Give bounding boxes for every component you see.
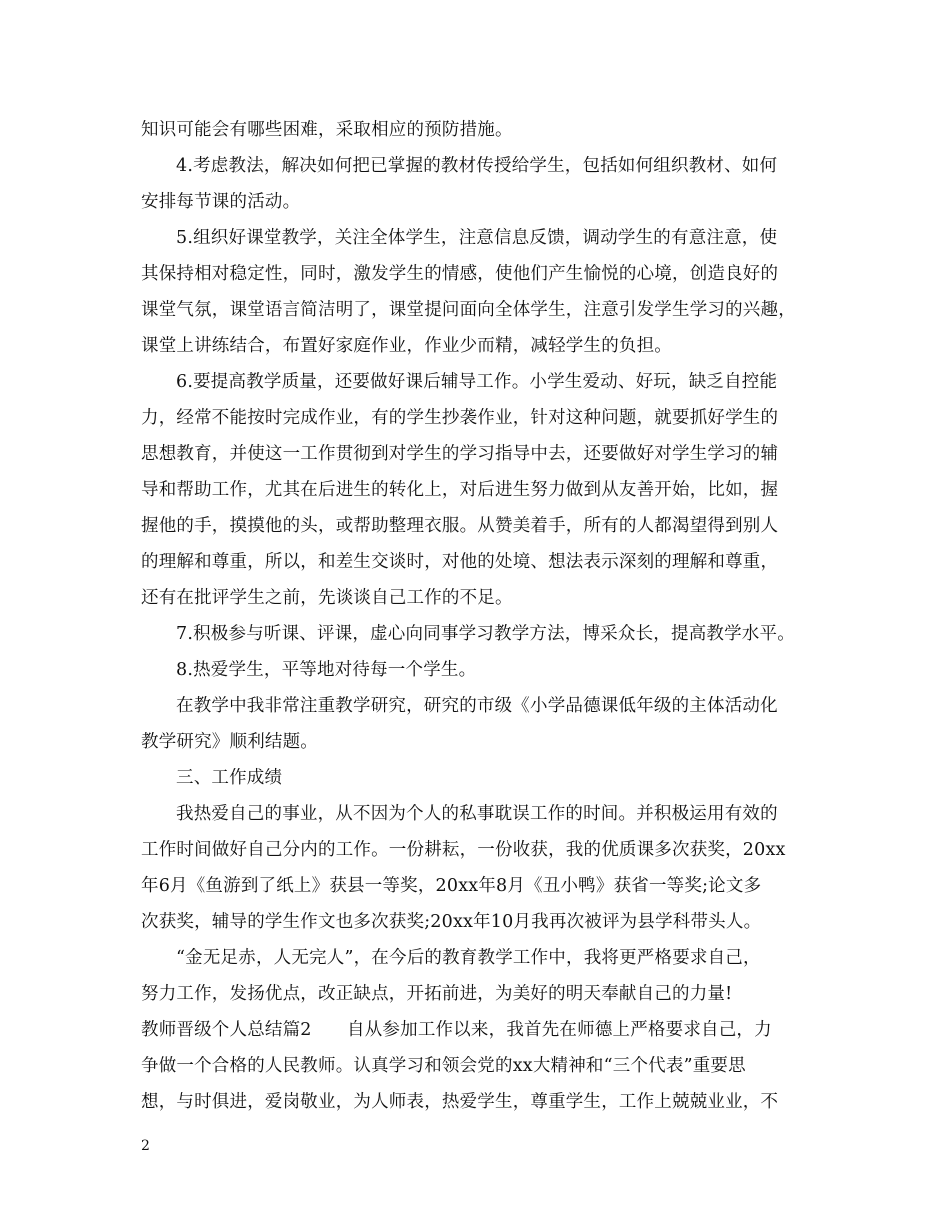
section-heading: 三、工作成绩 <box>176 768 283 788</box>
paragraph-line: 握他的手，摸摸他的头，或帮助整理衣服。从赞美着手，所有的人都渴望得到别人 <box>141 516 779 536</box>
paragraph-line: 力，经常不能按时完成作业，有的学生抄袭作业，针对这种问题，就要抓好学生的 <box>141 408 779 428</box>
paragraph-line: 6.要提高教学质量，还要做好课后辅导工作。小学生爱动、好玩，缺乏自控能 <box>176 372 778 392</box>
paragraph-line: 4.考虑教法，解决如何把已掌握的教材传授给学生，包括如何组织教材、如何 <box>176 156 778 176</box>
paragraph-line: 课堂上讲练结合，布置好家庭作业，作业少而精，减轻学生的负担。 <box>141 336 672 356</box>
paragraph-line: 7.积极参与听课、评课，虚心向同事学习教学方法，博采众长，提高教学水平。 <box>176 624 795 644</box>
paragraph-line: 5.组织好课堂教学，关注全体学生，注意信息反馈，调动学生的有意注意，使 <box>176 228 778 248</box>
paragraph-line: 安排每节课的活动。 <box>141 192 301 212</box>
page-number: 2 <box>141 1138 150 1154</box>
paragraph-line: 次获奖，辅导的学生作文也多次获奖;20xx年10月我再次被评为县学科带头人。 <box>141 912 762 932</box>
paragraph-line: 课堂气氛，课堂语言简洁明了，课堂提问面向全体学生，注意引发学生学习的兴趣， <box>141 300 796 320</box>
paragraph-line: 其保持相对稳定性，同时，激发学生的情感，使他们产生愉悦的心境，创造良好的 <box>141 264 779 284</box>
paragraph-line: 工作时间做好自己分内的工作。一份耕耘，一份收获，我的优质课多次获奖，20xx <box>141 840 786 860</box>
paragraph-line: 我热爱自己的事业，从不因为个人的私事耽误工作的时间。并积极运用有效的 <box>176 804 778 824</box>
paragraph-line: 争做一个合格的人民教师。认真学习和领会党的xx大精神和“三个代表”重要思 <box>141 1056 746 1076</box>
paragraph-line: 年6月《鱼游到了纸上》获县一等奖，20xx年8月《丑小鸭》获省一等奖;论文多 <box>141 876 762 896</box>
paragraph-line: 导和帮助工作，尤其在后进生的转化上，对后进生努力做到从友善开始，比如，握 <box>141 480 779 500</box>
paragraph-line: 知识可能会有哪些困难，采取相应的预防措施。 <box>141 120 513 140</box>
paragraph-line: 思想教育，并使这一工作贯彻到对学生的学习指导中去，还要做好对学生学习的辅 <box>141 444 779 464</box>
paragraph-line: 努力工作，发扬优点，改正缺点，开拓前进，为美好的明天奉献自己的力量! <box>141 984 733 1004</box>
paragraph-line: 的理解和尊重，所以，和差生交谈时，对他的处境、想法表示深刻的理解和尊重， <box>141 552 779 572</box>
paragraph-line: 8.热爱学生，平等地对待每一个学生。 <box>176 660 477 680</box>
paragraph-line: 想，与时俱进，爱岗敬业，为人师表，热爱学生，尊重学生，工作上兢兢业业，不 <box>141 1092 779 1112</box>
paragraph-line: 教学研究》顺利结题。 <box>141 732 318 752</box>
article-title-line: 教师晋级个人总结篇2 自从参加工作以来，我首先在师德上严格要求自己，力 <box>141 1020 772 1040</box>
quote-line: “金无足赤，人无完人”，在今后的教育教学工作中，我将更严格要求自己， <box>176 948 761 968</box>
paragraph-line: 在教学中我非常注重教学研究，研究的市级《小学品德课低年级的主体活动化 <box>176 696 778 716</box>
paragraph-line: 还有在批评学生之前，先谈谈自己工作的不足。 <box>141 588 513 608</box>
